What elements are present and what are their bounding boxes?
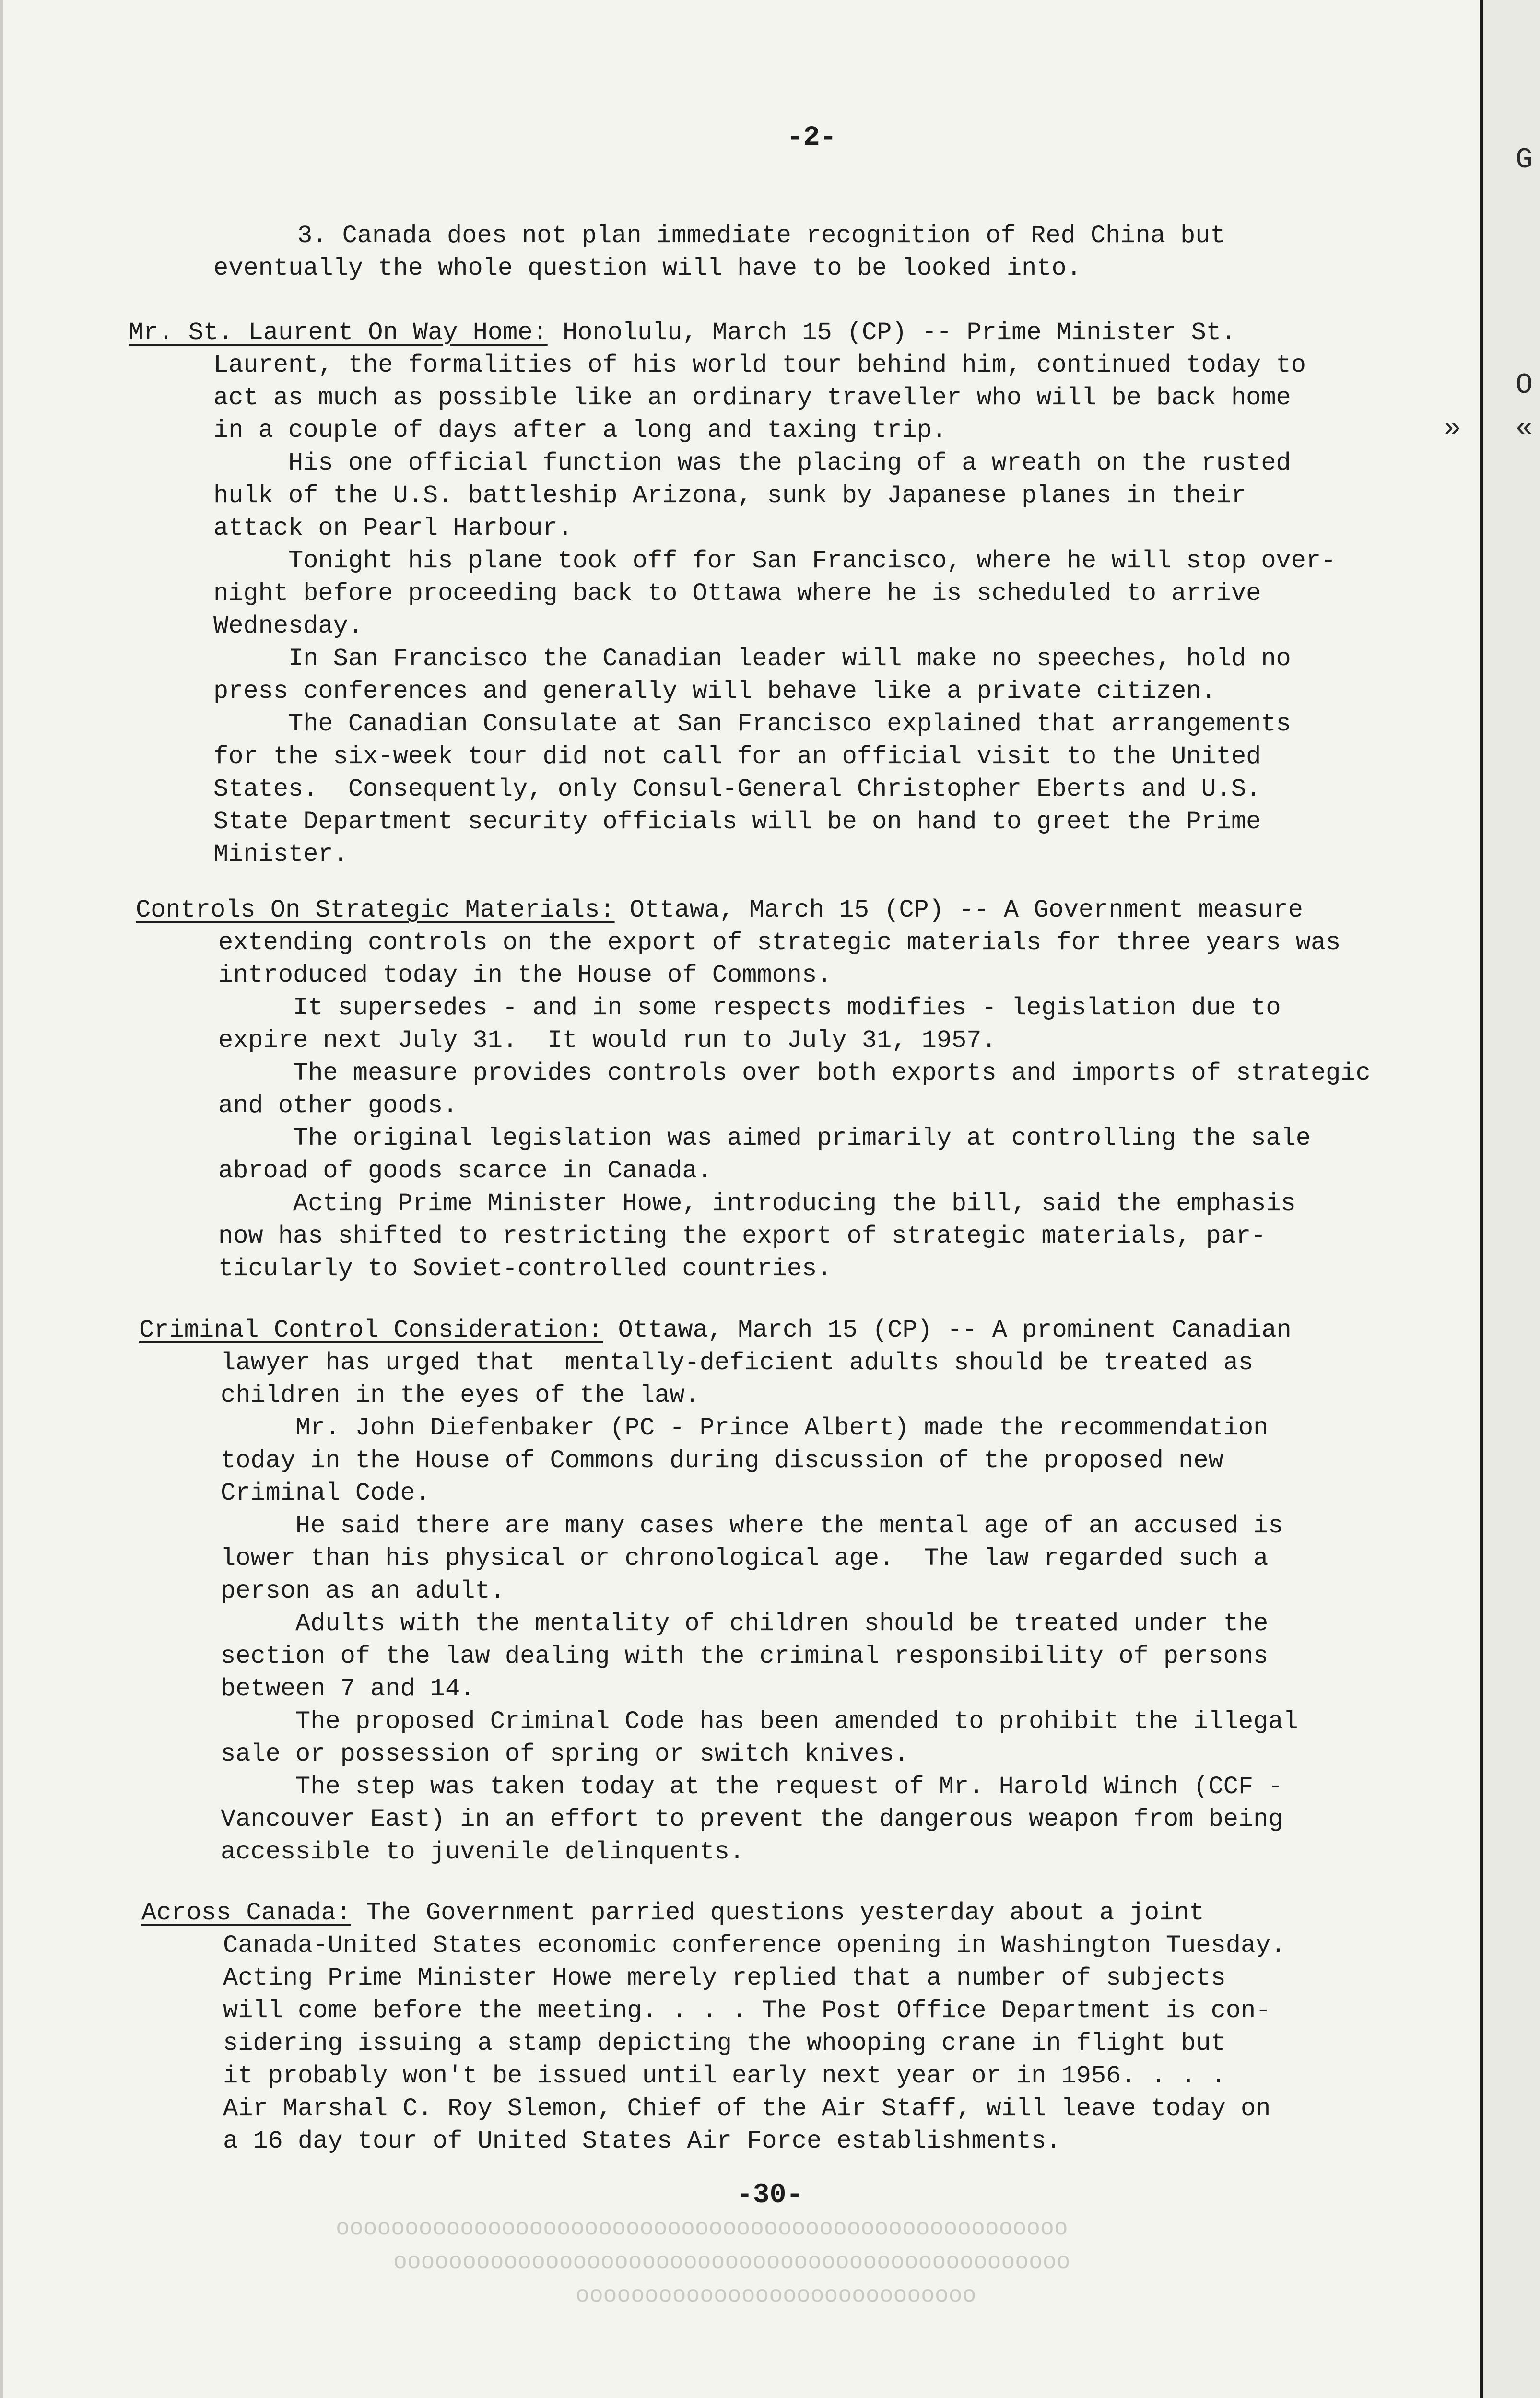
section-lead: Ottawa, March 15 (CP) -- A prominent Canadian — [603, 1316, 1292, 1344]
body-line: section of the law dealing with the criminal responsibility of persons — [221, 1642, 1269, 1670]
section-3-first-line — [139, 1314, 1292, 1347]
body-line: extending controls on the export of strategic materials for three years was — [218, 929, 1341, 957]
body-line: States. Consequently, only Consul-General Christopher Eberts and U.S. — [213, 775, 1261, 803]
body-line: It supersedes - and in some respects modifies - legislation due to — [218, 994, 1281, 1022]
body-line: The original legislation was aimed primarily at controlling the sale — [218, 1124, 1311, 1152]
body-line: and other goods. — [218, 1092, 458, 1120]
body-line: introduced today in the House of Commons. — [218, 961, 832, 989]
body-line: Vancouver East) in an effort to prevent the dangerous weapon from being — [221, 1805, 1283, 1834]
section-lead: Ottawa, March 15 (CP) -- A Government measure — [614, 896, 1303, 924]
section-heading: Mr. St. Laurent On Way Home: — [129, 318, 548, 347]
body-line: now has shifted to restricting the export of strategic materials, par- — [218, 1222, 1266, 1250]
body-line: Air Marshal C. Roy Slemon, Chief of the Air Staff, will leave today on — [223, 2094, 1271, 2123]
body-line: expire next July 31. It would run to July 31, 1957. — [218, 1026, 997, 1055]
section-heading: Controls On Strategic Materials: — [136, 896, 615, 924]
body-line: accessible to juvenile delinquents. — [221, 1838, 745, 1866]
body-line: in a couple of days after a long and taxing trip. — [213, 416, 947, 445]
edge-mark-letter: G — [1516, 144, 1533, 176]
body-line: State Department security officials will be on hand to greet the Prime — [213, 808, 1261, 836]
body-line: for the six-week tour did not call for an official visit to the United — [213, 742, 1261, 771]
body-line: press conferences and generally will behave like a private citizen. — [213, 677, 1216, 705]
body-line: The step was taken today at the request of Mr. Harold Winch (CCF - — [221, 1773, 1283, 1801]
body-line: Mr. John Diefenbaker (PC - Prince Albert) made the recommendation — [221, 1414, 1269, 1442]
body-line: Acting Prime Minister Howe, introducing the bill, said the emphasis — [218, 1189, 1296, 1218]
body-line: The measure provides controls over both exports and imports of strategic — [218, 1059, 1371, 1087]
body-line: children in the eyes of the law. — [221, 1381, 700, 1410]
bleed-through-texture: ooooooooooooooooooooooooooooooooooooooooooooooooooooo — [336, 2216, 1068, 2242]
section-2-first-line — [136, 894, 1303, 927]
body-line: between 7 and 14. — [221, 1675, 475, 1703]
section-heading: Across Canada: — [141, 1899, 351, 1927]
body-line: night before proceeding back to Ottawa where he is scheduled to arrive — [213, 579, 1261, 608]
page-number: -2- — [787, 122, 837, 153]
body-line: sidering issuing a stamp depicting the whooping crane in flight but — [223, 2029, 1226, 2057]
section-heading: Criminal Control Consideration: — [139, 1316, 603, 1344]
body-line: Canada-United States economic conference opening in Washington Tuesday. — [223, 1931, 1286, 1960]
body-line: will come before the meeting. . . . The Post Office Department is con- — [223, 1997, 1271, 2025]
body-line: person as an adult. — [221, 1577, 505, 1605]
edge-mark-symbol: « — [1516, 412, 1533, 445]
body-line: The proposed Criminal Code has been amended to prohibit the illegal — [221, 1707, 1298, 1736]
intro-line: eventually the whole question will have to be looked into. — [213, 254, 1082, 282]
section-4-first-line — [141, 1897, 1204, 1929]
body-line: sale or possession of spring or switch knives. — [221, 1740, 909, 1768]
body-line: abroad of goods scarce in Canada. — [218, 1157, 712, 1185]
body-line: a 16 day tour of United States Air Force establishments. — [223, 2127, 1061, 2155]
edge-mark-letter: O — [1516, 369, 1533, 402]
body-line: attack on Pearl Harbour. — [213, 514, 573, 542]
bleed-through-texture: ooooooooooooooooooooooooooooooooooooooooooooooooo — [393, 2249, 1070, 2275]
body-line: Tonight his plane took off for San Francisco, where he will stop over- — [213, 547, 1336, 575]
body-line: ticularly to Soviet-controlled countries. — [218, 1255, 832, 1283]
section-1-first-line — [129, 317, 1236, 349]
body-line: lawyer has urged that mentally-deficient adults should be treated as — [221, 1349, 1254, 1377]
body-line: Adults with the mentality of children should be treated under the — [221, 1610, 1269, 1638]
body-line: Minister. — [213, 840, 348, 869]
body-line: Criminal Code. — [221, 1479, 430, 1507]
body-line: act as much as possible like an ordinary traveller who will be back home — [213, 384, 1291, 412]
body-line: His one official function was the placing of a wreath on the rusted — [213, 449, 1291, 477]
body-line: The Canadian Consulate at San Francisco explained that arrangements — [213, 710, 1291, 738]
adjacent-page-edge — [1480, 0, 1540, 2398]
end-mark: -30- — [736, 2180, 803, 2211]
section-lead: The Government parried questions yesterday about a joint — [351, 1899, 1204, 1927]
body-line: Acting Prime Minister Howe merely replied that a number of subjects — [223, 1964, 1226, 1992]
body-line: lower than his physical or chronological age. The law regarded such a — [221, 1544, 1269, 1573]
section-lead: Honolulu, March 15 (CP) -- Prime Minister St. — [547, 318, 1236, 347]
body-line: it probably won't be issued until early next year or in 1956. . . . — [223, 2062, 1226, 2090]
body-line: He said there are many cases where the mental age of an accused is — [221, 1512, 1283, 1540]
body-line: today in the House of Commons during discussion of the proposed new — [221, 1446, 1223, 1475]
bleed-through-texture: ooooooooooooooooooooooooooooo — [576, 2283, 976, 2309]
body-line: Laurent, the formalities of his world tour behind him, continued today to — [213, 351, 1306, 379]
body-line: In San Francisco the Canadian leader will make no speeches, hold no — [213, 645, 1291, 673]
body-line: hulk of the U.S. battleship Arizona, sunk by Japanese planes in their — [213, 482, 1246, 510]
intro-line: 3. Canada does not plan immediate recognition of Red China but — [297, 222, 1225, 250]
edge-mark-symbol: » — [1444, 412, 1461, 445]
body-line: Wednesday. — [213, 612, 364, 640]
